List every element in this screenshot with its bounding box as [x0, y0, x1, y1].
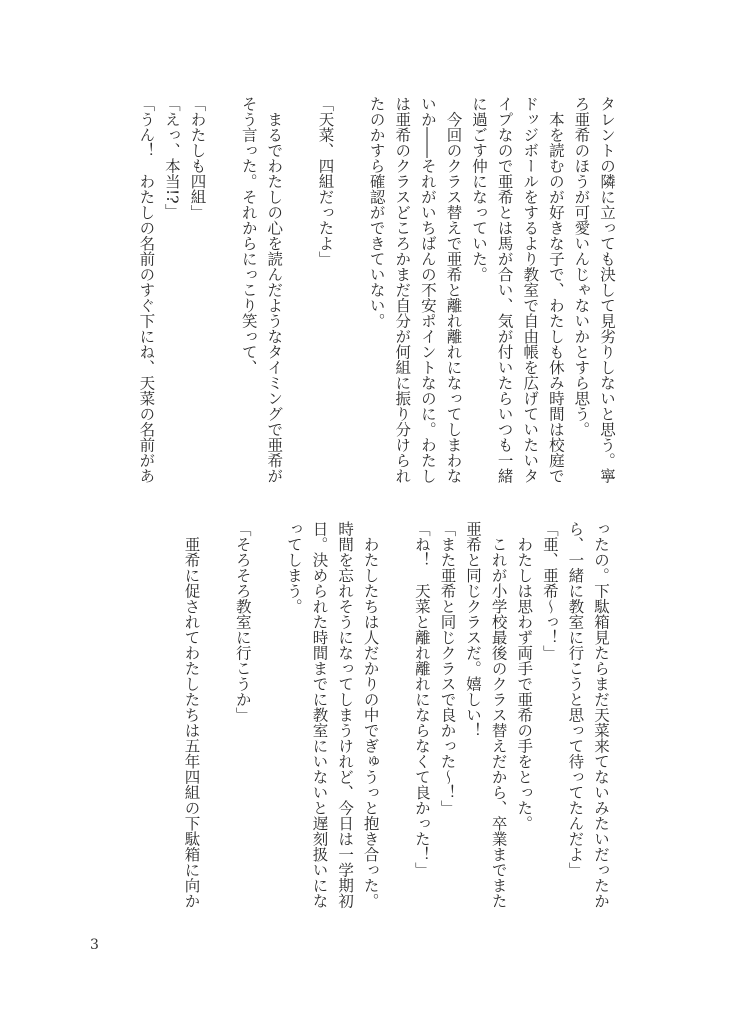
- text-line: 「また亜希と同じクラスで良かった～！」: [438, 521, 457, 816]
- text-line: は亜希のクラスどころかまだ自分が何組に振り分けられ: [393, 96, 412, 484]
- text-line: [286, 96, 312, 484]
- text-line: 本を読むのが好きな子で、わたしも休み時間は校庭で: [546, 96, 565, 484]
- text-line: 「亜、亜希～っ！」: [540, 521, 559, 661]
- upper-text-block: [133, 96, 619, 484]
- lower-text-block: [178, 521, 613, 909]
- text-line: に過ごす仲になっていた。: [470, 96, 489, 282]
- text-line: まるでわたしの心を読んだようなタイミングで亜希が: [265, 96, 284, 484]
- text-line: ら、一緒に教室に行こうと思って待ってたんだよ」: [566, 521, 585, 878]
- text-line: 「えっ、本当!?」: [162, 96, 181, 220]
- text-line: [255, 521, 281, 909]
- text-line: 「天菜、四組だったよ」: [316, 96, 335, 267]
- text-line: わたしたちは人だかりの中でぎゅうっと抱き合った。: [361, 521, 380, 909]
- text-line: [337, 96, 363, 484]
- text-line: ろ亜希のほうが可愛いんじゃないかとすら思う。: [572, 96, 591, 437]
- text-line: [383, 521, 409, 909]
- text-line: 亜希に促されてわたしたちは五年四組の下駄箱に向か: [182, 521, 201, 909]
- text-line: 日。決められた時間までに教室にいないと遅刻扱いにな: [310, 521, 329, 909]
- text-line: これが小学校最後のクラス替えだから、卒業までまた: [489, 521, 508, 909]
- text-line: 時間を忘れそうになってしまうけれど、今日は一学期初: [336, 521, 355, 909]
- text-line: 「わたしも四組」: [188, 96, 207, 220]
- page-number: 3: [90, 937, 99, 953]
- text-line: ドッジボールをするより教室で自由帳を広げていたいタ: [521, 96, 540, 484]
- text-line: 今回のクラス替えで亜希と離れ離れになってしまわな: [444, 96, 463, 484]
- text-line: そう言った。それからにっこり笑って、: [239, 96, 258, 375]
- text-line: 「ね！ 天菜と離れ離れにならなくて良かった！」: [412, 521, 431, 878]
- text-line: ってしまう。: [284, 521, 303, 614]
- text-line: [204, 521, 230, 909]
- text-line: ったの。下駄箱見たらまだ天菜来てないみたいだったか: [592, 521, 610, 909]
- text-line: わたしは思わず両手で亜希の手をとった。: [515, 521, 534, 831]
- text-line: たのかすら確認ができていない。: [367, 96, 386, 329]
- text-line: イプなので亜希とは馬が合い、気が付いたらいつも一緒: [495, 96, 514, 484]
- text-line: 「そろそろ教室に行こうか」: [233, 521, 252, 723]
- text-line: 亜希と同じクラスだ。嬉しい！: [464, 521, 483, 738]
- text-line: いか――それがいちばんの不安ポイントなのに。わたし: [418, 96, 437, 484]
- text-line: タレントの隣に立っても決して見劣りしないと思う。寧: [598, 96, 616, 484]
- text-line: [210, 96, 236, 484]
- text-line: 「うん！ わたしの名前のすぐ下にね、天菜の名前があ: [137, 96, 156, 484]
